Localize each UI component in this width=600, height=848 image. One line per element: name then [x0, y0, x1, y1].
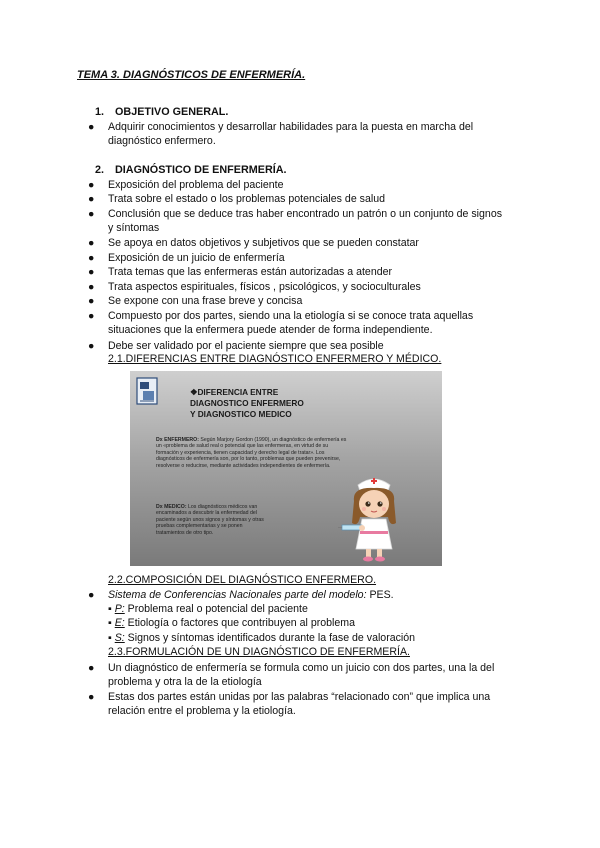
bullet: ●	[88, 340, 95, 352]
list-item	[88, 178, 518, 192]
section-number: 1.	[95, 106, 105, 118]
bullet: ●	[88, 662, 95, 674]
list-item	[88, 588, 518, 602]
list-item-line: Se expone con una frase breve y concisa	[108, 295, 303, 307]
component-letter: E:	[114, 617, 125, 629]
bullet: ●	[88, 691, 95, 703]
bullet: ●	[88, 193, 95, 205]
composition-intro-rest: PES.	[366, 589, 394, 601]
list-item-line: diagnóstico enfermero.	[108, 135, 216, 148]
list-item-line: situaciones que la enfermera puede atender de forma independiente.	[108, 324, 433, 337]
list-item	[88, 294, 518, 308]
section-heading-objetivo	[95, 106, 228, 118]
list-item-line: Adquirir conocimientos y desarrollar habilidades para la puesta en marcha del	[108, 121, 474, 133]
list-item	[88, 120, 518, 149]
list-item-line: Exposición de un juicio de enfermería	[108, 252, 285, 264]
slide-paragraph-label: Dx MEDICO:	[156, 504, 187, 510]
list-item-line: Trata temas que las enfermeras están autorizadas a atender	[108, 266, 393, 278]
list-item-line: Compuesto por dos partes, siendo una la etiología si se conoce trata aquellas	[108, 310, 474, 322]
slide-title	[190, 387, 390, 420]
slide-paragraph-enfermero	[156, 437, 348, 469]
list-item	[88, 339, 518, 353]
bullet: ●	[88, 179, 95, 191]
composition-intro-italic: Sistema de Conferencias Nacionales parte del modelo:	[108, 589, 367, 601]
component-text: Signos y síntomas identificados durante la fase de valoración	[124, 632, 416, 644]
list-item-line: Un diagnóstico de enfermería se formula como un juicio con dos partes, una la del	[108, 662, 495, 674]
slide-paragraph-text: Según Marjory Gordon (1990), un diagnóstico de enfermería es un «problema de salud real o potencial que las enfermeras, en virtud de su formación y experiencia, tienen capacidad y derecho legal de tratar». Los diagnósticos de enfermería son, por lo tanto, problemas que pueden prevenirse, resolverse o reducirse, mediante actividades independientes de enfermería.	[156, 437, 347, 469]
square-bullet: ▪	[108, 632, 112, 644]
section-heading-diagnostico	[95, 164, 287, 176]
square-bullet: ▪	[108, 603, 112, 615]
slide-paragraph-text: Los diagnósticos médicos van encaminados a descubrir la enfermedad del paciente según unos signos y síntomas y otras pruebas complementarias y se ponen tratamientos de otro tipo.	[156, 504, 264, 536]
list-item-line	[108, 588, 518, 602]
list-item-line: Trata aspectos espirituales, físicos , psicológicos, y socioculturales	[108, 281, 421, 293]
list-item-line: problema y otra la de la etiología	[108, 676, 262, 689]
list-item	[88, 690, 518, 719]
list-item	[88, 251, 518, 265]
slide-paragraph-label: Dx ENFERMERO:	[156, 437, 199, 443]
slide-title-line: DIAGNOSTICO ENFERMERO	[190, 398, 304, 408]
section-title: DIAGNÓSTICO DE ENFERMERÍA.	[115, 164, 287, 176]
bullet: ●	[88, 252, 95, 264]
bullet: ●	[88, 237, 95, 249]
section-number: 2.	[95, 164, 105, 176]
component-text: Etiología o factores que contribuyen al problema	[124, 617, 355, 629]
list-item-line: Conclusión que se deduce tras haber encontrado un patrón o un conjunto de signos	[108, 208, 503, 220]
list-item	[88, 661, 518, 690]
slide-title-line: Y DIAGNOSTICO MEDICO	[190, 409, 292, 419]
list-item-line: Trata sobre el estado o los problemas potenciales de salud	[108, 193, 385, 205]
bullet: ●	[88, 208, 95, 220]
list-item-line: Estas dos partes están unidas por las palabras “relacionado con” que implica una	[108, 691, 491, 703]
bullet: ●	[88, 121, 95, 133]
bullet: ●	[88, 589, 95, 601]
list-item	[88, 280, 518, 294]
bullet: ●	[88, 281, 95, 293]
component-letter: P:	[114, 603, 125, 615]
list-item-line: Se apoya en datos objetivos y subjetivos que se pueden constatar	[108, 237, 419, 249]
square-bullet: ▪	[108, 617, 112, 629]
slide-title-line: ❖DIFERENCIA ENTRE	[190, 387, 279, 397]
component-item-p	[108, 603, 308, 615]
list-item	[88, 192, 518, 206]
slide-image	[130, 371, 442, 566]
bullet: ●	[88, 295, 95, 307]
list-item	[88, 207, 518, 236]
component-item-e	[108, 617, 355, 629]
subsection-heading: 2.1.DIFERENCIAS ENTRE DIAGNÓSTICO ENFERMERO Y MÉDICO.	[108, 353, 442, 365]
list-item-line: Exposición del problema del paciente	[108, 179, 284, 191]
bullet: ●	[88, 310, 95, 322]
page-title: TEMA 3. DIAGNÓSTICOS DE ENFERMERÍA.	[77, 69, 306, 81]
bullet: ●	[88, 266, 95, 278]
document-logo-icon	[136, 377, 158, 405]
nurse-cartoon-illustration	[338, 471, 410, 563]
list-item	[88, 265, 518, 279]
list-item-line: y síntomas	[108, 222, 160, 235]
component-letter: S:	[114, 632, 125, 644]
list-item-line: relación entre el problema y la etiología.	[108, 705, 296, 718]
list-item	[88, 236, 518, 250]
subsection-heading: 2.3.FORMULACIÓN DE UN DIAGNÓSTICO DE ENFERMERÍA.	[108, 646, 410, 658]
component-item-s	[108, 632, 415, 644]
section-title: OBJETIVO GENERAL.	[115, 106, 229, 118]
subsection-heading: 2.2.COMPOSICIÓN DEL DIAGNÓSTICO ENFERMERO.	[108, 574, 377, 586]
list-item	[88, 309, 518, 338]
list-item-line: Debe ser validado por el paciente siempre que sea posible	[108, 340, 384, 352]
slide-paragraph-medico	[156, 504, 266, 536]
component-text: Problema real o potencial del paciente	[124, 603, 308, 615]
